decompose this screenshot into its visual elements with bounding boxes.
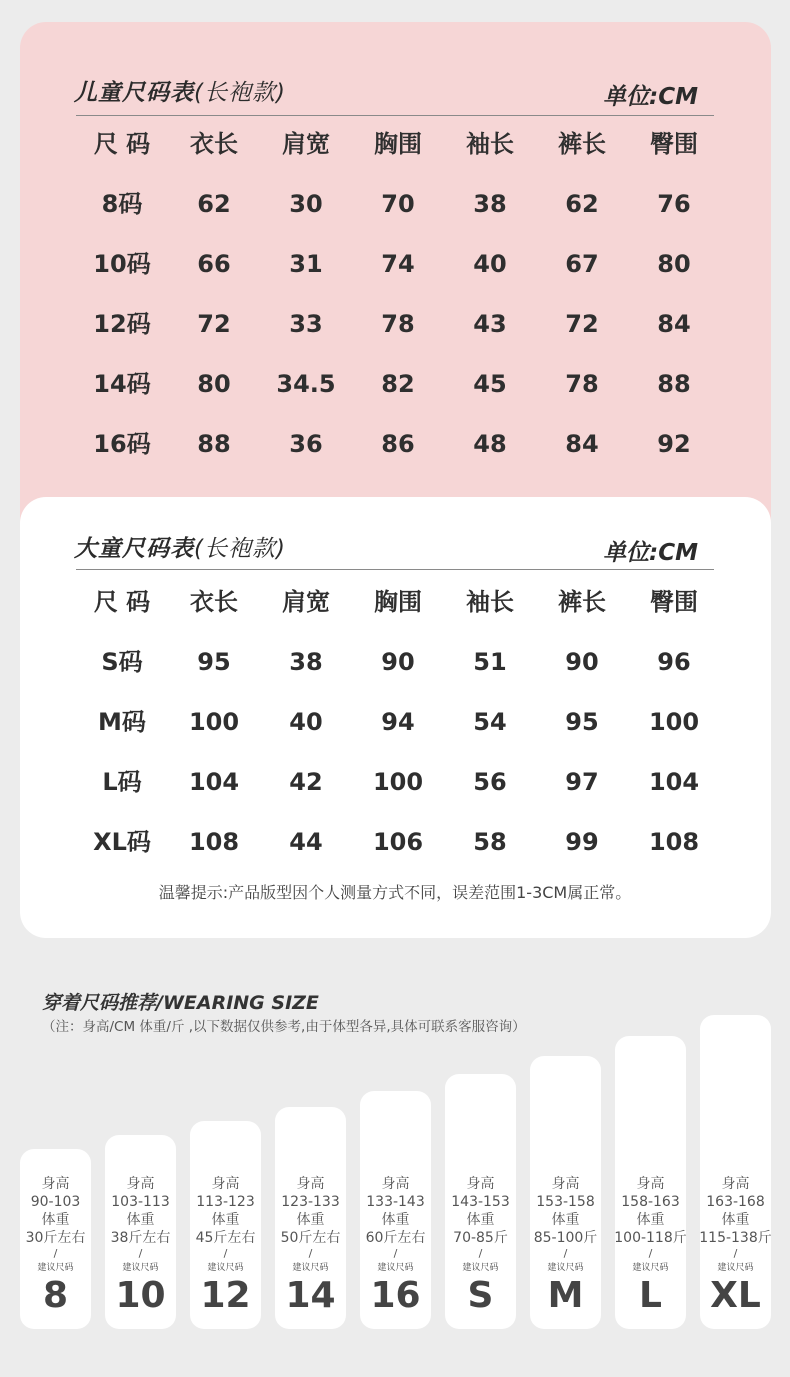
column-header: 尺 码 xyxy=(93,130,151,158)
table-cell: 90 xyxy=(381,648,415,676)
table-cell: L码 xyxy=(102,768,142,796)
weight-label: 体重 xyxy=(636,1212,665,1228)
table-cell: 14码 xyxy=(93,370,151,398)
separator: / xyxy=(478,1247,483,1260)
table-cell: 16码 xyxy=(93,430,151,458)
recommended-size-label: 建议尺码 xyxy=(377,1263,414,1273)
weight-label: 体重 xyxy=(466,1212,495,1228)
height-label: 身高 xyxy=(211,1176,240,1192)
table-cell: XL码 xyxy=(93,828,151,856)
table-cell: 66 xyxy=(197,250,231,278)
table-cell: 56 xyxy=(473,768,507,796)
column-header: 裤长 xyxy=(558,588,606,616)
table-cell: 62 xyxy=(197,190,231,218)
height-range: 113-123 xyxy=(196,1194,255,1210)
column-header: 臀围 xyxy=(650,588,698,616)
weight-label: 体重 xyxy=(211,1212,240,1228)
table-row xyxy=(76,424,720,464)
table-row xyxy=(76,304,720,344)
table-cell: 108 xyxy=(188,828,240,856)
weight-range: 50斤左右 xyxy=(280,1230,341,1246)
column-header: 衣长 xyxy=(190,588,238,616)
table-cell: 72 xyxy=(197,310,231,338)
height-range: 158-163 xyxy=(621,1194,680,1210)
table-cell: 88 xyxy=(197,430,231,458)
table-cell: 108 xyxy=(648,828,700,856)
table-cell: 12码 xyxy=(93,310,151,338)
column-header: 衣长 xyxy=(190,130,238,158)
height-range: 123-133 xyxy=(281,1194,340,1210)
table-cell: S码 xyxy=(101,648,143,676)
weight-range: 38斤左右 xyxy=(110,1230,171,1246)
separator: / xyxy=(138,1247,143,1260)
table-cell: 58 xyxy=(473,828,507,856)
weight-label: 体重 xyxy=(41,1212,70,1228)
recommended-size-label: 建议尺码 xyxy=(207,1263,244,1273)
height-range: 163-168 xyxy=(706,1194,765,1210)
table-cell: 84 xyxy=(657,310,691,338)
recommended-size-label: 建议尺码 xyxy=(632,1263,669,1273)
separator: / xyxy=(53,1247,58,1260)
recommended-size-label: 建议尺码 xyxy=(547,1263,584,1273)
recommended-size: S xyxy=(467,1275,494,1316)
wearing-size-title: 穿着尺码推荐/WEARING SIZE xyxy=(42,992,319,1014)
table-header-row xyxy=(76,582,720,622)
table-row xyxy=(76,762,720,802)
weight-label: 体重 xyxy=(551,1212,580,1228)
recommended-size: 12 xyxy=(200,1275,251,1316)
table-cell: M码 xyxy=(98,708,146,736)
table-row xyxy=(76,702,720,742)
height-label: 身高 xyxy=(721,1176,750,1192)
height-label: 身高 xyxy=(381,1176,410,1192)
column-header: 胸围 xyxy=(374,588,422,616)
weight-label: 体重 xyxy=(126,1212,155,1228)
size-recommendation-card xyxy=(445,1074,516,1329)
column-header: 肩宽 xyxy=(282,130,330,158)
table-row xyxy=(76,184,720,224)
big-table-unit: 单位:CM xyxy=(603,540,698,566)
table-cell: 45 xyxy=(473,370,507,398)
size-recommendation-card xyxy=(20,1149,91,1329)
height-label: 身高 xyxy=(41,1176,70,1192)
weight-range: 115-138斤 xyxy=(699,1230,772,1246)
recommended-size-label: 建议尺码 xyxy=(717,1263,754,1273)
table-cell: 34.5 xyxy=(276,370,336,398)
table-cell: 104 xyxy=(648,768,700,796)
separator: / xyxy=(223,1247,228,1260)
recommended-size-label: 建议尺码 xyxy=(122,1263,159,1273)
column-header: 袖长 xyxy=(466,130,514,158)
table-cell: 40 xyxy=(473,250,507,278)
table-cell: 100 xyxy=(188,708,240,736)
height-label: 身高 xyxy=(636,1176,665,1192)
measurement-notice: 温馨提示:产品版型因个人测量方式不同，误差范围1-3CM属正常。 xyxy=(158,883,632,902)
table-cell: 106 xyxy=(372,828,424,856)
column-header: 裤长 xyxy=(558,130,606,158)
table-cell: 94 xyxy=(381,708,415,736)
weight-range: 85-100斤 xyxy=(533,1230,598,1246)
column-header: 肩宽 xyxy=(282,588,330,616)
weight-range: 45斤左右 xyxy=(195,1230,256,1246)
table-cell: 76 xyxy=(657,190,691,218)
height-range: 153-158 xyxy=(536,1194,595,1210)
recommended-size: 14 xyxy=(285,1275,336,1316)
height-label: 身高 xyxy=(126,1176,155,1192)
height-label: 身高 xyxy=(296,1176,325,1192)
recommended-size: 8 xyxy=(42,1275,69,1316)
height-range: 143-153 xyxy=(451,1194,510,1210)
table-cell: 86 xyxy=(381,430,415,458)
height-label: 身高 xyxy=(551,1176,580,1192)
recommended-size: 16 xyxy=(370,1275,421,1316)
size-recommendation-card xyxy=(105,1135,176,1329)
size-recommendation-card xyxy=(530,1056,601,1329)
table-cell: 90 xyxy=(565,648,599,676)
size-recommendation-card xyxy=(615,1036,686,1329)
table-cell: 33 xyxy=(289,310,323,338)
separator: / xyxy=(308,1247,313,1260)
table-cell: 78 xyxy=(565,370,599,398)
table-cell: 38 xyxy=(473,190,507,218)
table-cell: 30 xyxy=(289,190,323,218)
table-cell: 100 xyxy=(372,768,424,796)
kids-table-title: 儿童尺码表(长袍款) xyxy=(74,80,286,106)
column-header: 胸围 xyxy=(374,130,422,158)
separator: / xyxy=(648,1247,653,1260)
kids-table-unit: 单位:CM xyxy=(603,84,698,110)
table-cell: 10码 xyxy=(93,250,151,278)
big-table-divider xyxy=(76,569,714,570)
size-recommendation-card xyxy=(360,1091,431,1329)
wearing-size-note: （注：身高/CM 体重/斤 ,以下数据仅供参考,由于体型各异,具体可联系客服咨询） xyxy=(42,1019,526,1035)
table-row xyxy=(76,364,720,404)
table-cell: 92 xyxy=(657,430,691,458)
recommended-size: M xyxy=(547,1275,584,1316)
table-header-row xyxy=(76,124,720,164)
recommended-size: L xyxy=(639,1275,662,1316)
table-cell: 70 xyxy=(381,190,415,218)
table-cell: 84 xyxy=(565,430,599,458)
weight-range: 70-85斤 xyxy=(453,1230,508,1246)
table-cell: 95 xyxy=(197,648,231,676)
table-cell: 42 xyxy=(289,768,323,796)
recommended-size-label: 建议尺码 xyxy=(462,1263,499,1273)
weight-label: 体重 xyxy=(721,1212,750,1228)
recommended-size-label: 建议尺码 xyxy=(37,1263,74,1273)
table-cell: 74 xyxy=(381,250,415,278)
table-cell: 51 xyxy=(473,648,507,676)
kids-table-divider xyxy=(76,115,714,116)
separator: / xyxy=(393,1247,398,1260)
column-header: 袖长 xyxy=(466,588,514,616)
table-cell: 82 xyxy=(381,370,415,398)
table-cell: 54 xyxy=(473,708,507,736)
table-cell: 99 xyxy=(565,828,599,856)
recommended-size: XL xyxy=(710,1275,761,1316)
table-cell: 48 xyxy=(473,430,507,458)
table-cell: 95 xyxy=(565,708,599,736)
table-cell: 38 xyxy=(289,648,323,676)
table-cell: 44 xyxy=(289,828,323,856)
height-range: 133-143 xyxy=(366,1194,425,1210)
table-cell: 104 xyxy=(188,768,240,796)
weight-label: 体重 xyxy=(381,1212,410,1228)
table-cell: 96 xyxy=(657,648,691,676)
table-cell: 88 xyxy=(657,370,691,398)
recommended-size: 10 xyxy=(115,1275,166,1316)
table-cell: 80 xyxy=(197,370,231,398)
table-cell: 31 xyxy=(289,250,323,278)
table-row xyxy=(76,244,720,284)
table-row xyxy=(76,642,720,682)
big-table-title: 大童尺码表(长袍款) xyxy=(74,536,286,562)
size-recommendation-card xyxy=(190,1121,261,1329)
table-cell: 36 xyxy=(289,430,323,458)
table-cell: 62 xyxy=(565,190,599,218)
table-cell: 8码 xyxy=(101,190,143,218)
height-range: 103-113 xyxy=(111,1194,170,1210)
separator: / xyxy=(563,1247,568,1260)
recommended-size-label: 建议尺码 xyxy=(292,1263,329,1273)
column-header: 臀围 xyxy=(650,130,698,158)
size-recommendation-card xyxy=(275,1107,346,1329)
table-row xyxy=(76,822,720,862)
table-cell: 80 xyxy=(657,250,691,278)
column-header: 尺 码 xyxy=(93,588,151,616)
table-cell: 97 xyxy=(565,768,599,796)
table-cell: 43 xyxy=(473,310,507,338)
table-cell: 100 xyxy=(648,708,700,736)
weight-range: 30斤左右 xyxy=(25,1230,86,1246)
weight-range: 60斤左右 xyxy=(365,1230,426,1246)
height-label: 身高 xyxy=(466,1176,495,1192)
separator: / xyxy=(733,1247,738,1260)
weight-label: 体重 xyxy=(296,1212,325,1228)
size-recommendation-card xyxy=(700,1015,771,1329)
table-cell: 78 xyxy=(381,310,415,338)
table-cell: 72 xyxy=(565,310,599,338)
height-range: 90-103 xyxy=(30,1194,81,1210)
table-cell: 67 xyxy=(565,250,599,278)
weight-range: 100-118斤 xyxy=(614,1230,687,1246)
table-cell: 40 xyxy=(289,708,323,736)
